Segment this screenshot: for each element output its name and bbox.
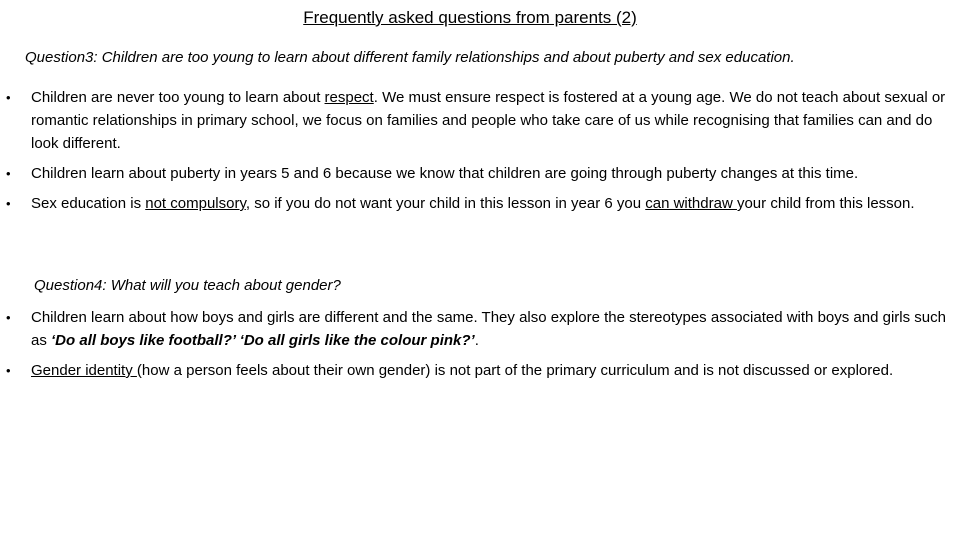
bullet-icon: • xyxy=(6,90,11,105)
answer-text: Children learn about how boys and girls are different and the same. They also explore the stereotypes associated with boys and girls such as xyxy=(31,309,946,349)
answer-puberty xyxy=(0,162,960,185)
answer-boys-girls xyxy=(0,306,960,352)
answer-sex-education xyxy=(0,192,960,215)
question-4-heading: Question4: What will you teach about gender? xyxy=(34,277,341,294)
emphasized-examples: ‘Do all boys like football?’ ‘Do all girls like the colour pink?’ xyxy=(51,332,475,349)
bullet-icon: • xyxy=(6,363,11,378)
underlined-term-can-withdraw: can withdraw xyxy=(645,195,737,212)
question-3-answers xyxy=(0,86,960,222)
bullet-icon: • xyxy=(6,166,11,181)
bullet-icon: • xyxy=(6,310,11,325)
answer-text: . xyxy=(474,332,479,349)
question-3-heading: Question3: Children are too young to learn about different family relationships and about puberty and sex education. xyxy=(25,49,795,66)
question-4-answers xyxy=(0,306,960,389)
page-title: Frequently asked questions from parents (2) xyxy=(303,8,637,27)
answer-text: , so if you do not want your child in this lesson in year 6 you xyxy=(245,195,646,212)
underlined-term-respect: respect xyxy=(324,89,374,106)
answer-text: Sex education is xyxy=(31,195,146,212)
underlined-term-not-compulsory: not compulsory xyxy=(145,195,246,212)
answer-text: (how a person feels about their own gender) is not part of the primary curriculum and is not discussed or explored. xyxy=(136,362,894,379)
bullet-icon: • xyxy=(6,196,11,211)
answer-text: Children are never too young to learn about xyxy=(31,89,325,106)
answer-respect xyxy=(0,86,960,155)
answer-text: Children learn about puberty in years 5 and 6 because we know that children are going through puberty changes at this time. xyxy=(31,165,859,182)
answer-gender-identity xyxy=(0,359,960,382)
underlined-term-gender-identity: Gender identity xyxy=(31,362,137,379)
answer-text: . We must ensure respect is fostered at a young age. We do not teach about sexual or romantic relationships in primary school, we focus on families and people who take care of us while recognising that families can and do look different. xyxy=(31,89,946,152)
answer-text: your child from this lesson. xyxy=(736,195,915,212)
